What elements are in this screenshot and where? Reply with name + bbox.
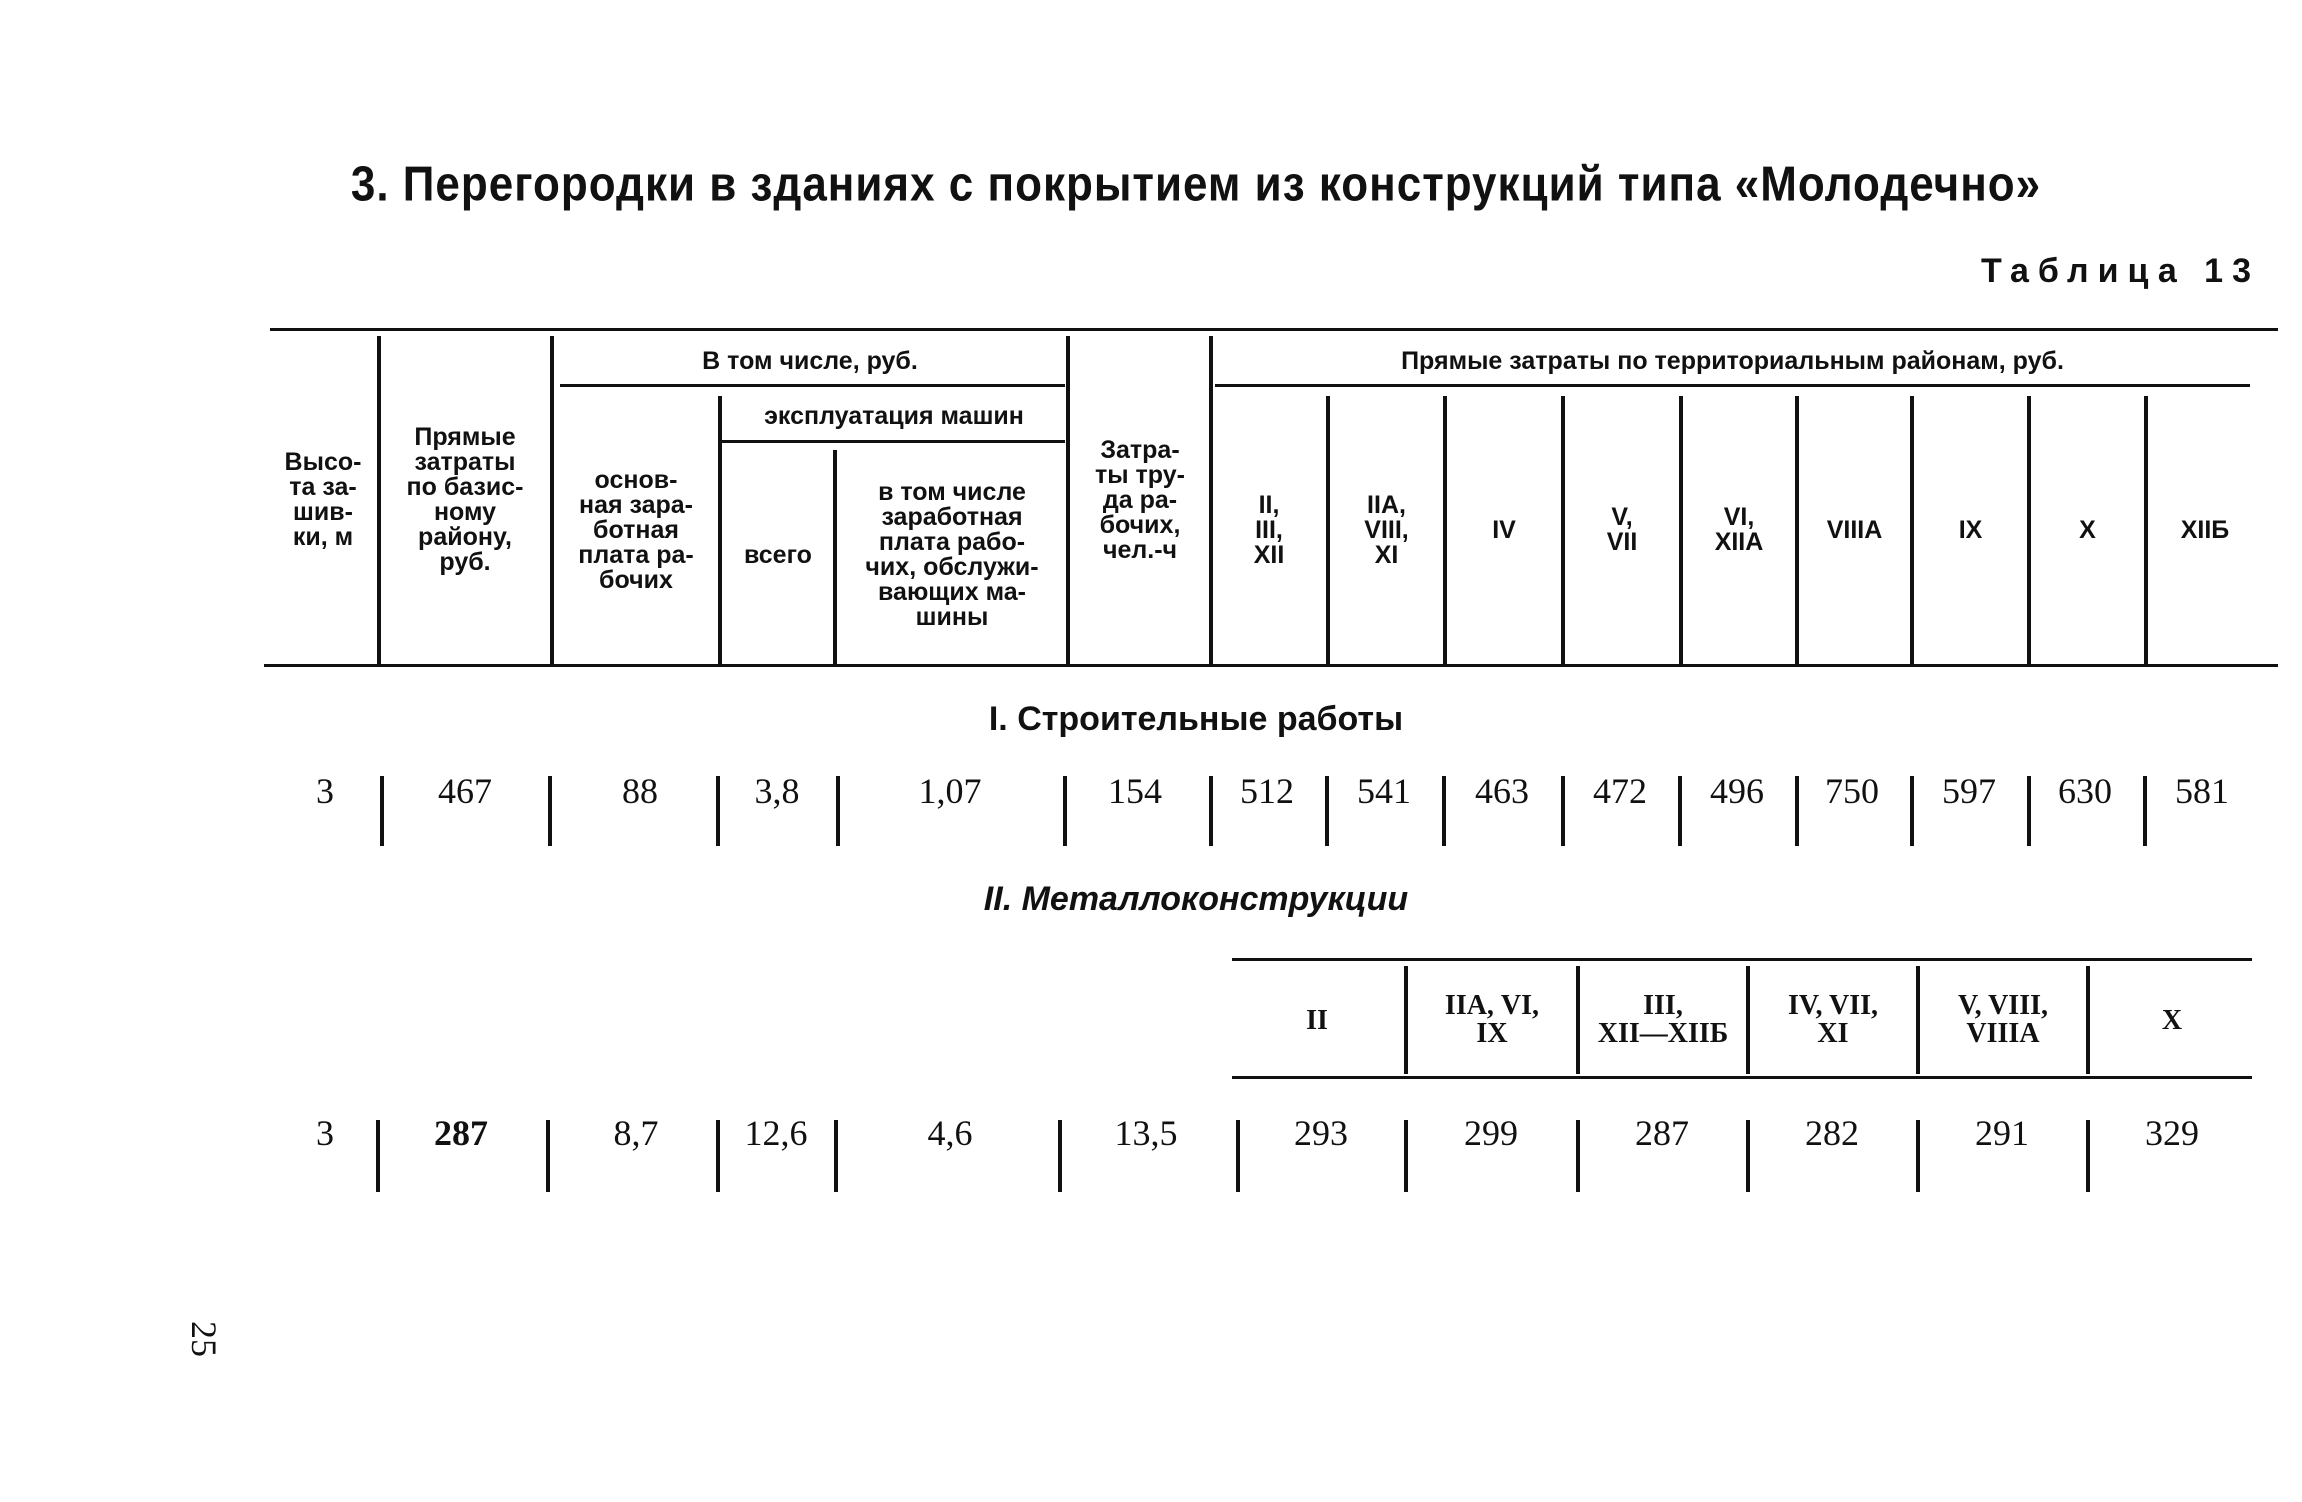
header-divider (377, 336, 381, 664)
header-divider (1795, 396, 1799, 664)
region-header: X (2161, 1004, 2183, 1036)
subheader-divider (2086, 966, 2090, 1074)
row-divider (1442, 776, 1446, 846)
cell: 630 (2058, 771, 2112, 811)
cell: 293 (1294, 1113, 1348, 1153)
header-top-rule (270, 328, 2278, 331)
cell: 467 (438, 771, 492, 811)
page-title: 3. Перегородки в зданиях с покрытием из конструкций типа «Молодечно» (350, 157, 2042, 212)
row-divider (836, 776, 840, 846)
region-header: IX (1958, 515, 1983, 544)
subheader-divider (1404, 966, 1408, 1074)
header-divider (1679, 396, 1683, 664)
cell: 3,8 (754, 771, 800, 811)
cell: 1,07 (918, 771, 982, 811)
header-divider (1326, 396, 1330, 664)
row-divider (1063, 776, 1067, 846)
cell: 496 (1710, 771, 1764, 811)
col-direct-costs-header: Прямые затраты по базис- ному району, руб. (406, 423, 524, 576)
row-divider (1325, 776, 1329, 846)
col-total-header: всего (744, 540, 812, 569)
subheader-divider (1916, 966, 1920, 1074)
cell: 472 (1593, 771, 1647, 811)
header-bottom-rule (264, 664, 2278, 667)
col-machine-wage-header: в том числе заработная плата рабо- чих, обслужи- вающих ма- шины (865, 478, 1039, 631)
col-machine-header: эксплуатация машин (764, 401, 1024, 430)
row-divider (1236, 1120, 1240, 1192)
row-divider (1058, 1120, 1062, 1192)
cell: 13,5 (1114, 1113, 1178, 1153)
cell: 154 (1108, 771, 1162, 811)
header-divider (833, 450, 837, 664)
cell: 329 (2145, 1113, 2199, 1153)
row-divider (2143, 776, 2147, 846)
cell: 3 (316, 771, 334, 811)
col-base-wage-header: основ- ная зара- ботная плата ра- бочих (578, 465, 694, 594)
cell: 287 (1635, 1113, 1689, 1153)
cell: 4,6 (927, 1113, 973, 1153)
cell: 541 (1357, 771, 1411, 811)
row-divider (834, 1120, 838, 1192)
cell: 88 (622, 771, 658, 811)
cell: 750 (1825, 771, 1879, 811)
row-divider (1576, 1120, 1580, 1192)
row-divider (1910, 776, 1914, 846)
cell: 12,6 (744, 1113, 808, 1153)
row-divider (1561, 776, 1565, 846)
region-header: IV, VII, XI (1787, 990, 1878, 1049)
region-header: II, III, XII (1253, 490, 1285, 569)
col-regional-header: Прямые затраты по территориальным районам, руб. (1401, 346, 2064, 375)
row-divider (548, 776, 552, 846)
row-divider (1678, 776, 1682, 846)
col-incl-header: В том числе, руб. (702, 346, 918, 375)
header-divider (2027, 396, 2031, 664)
region-header: V, VIII, VIIIА (1957, 990, 2048, 1049)
header-divider (1066, 336, 1070, 664)
region-header: III, XII—XIIБ (1597, 990, 1729, 1049)
region-header: II (1306, 1004, 1328, 1036)
subheader-bottom-rule (1232, 1076, 2252, 1079)
cell: 463 (1475, 771, 1529, 811)
region-header: VI, XIIА (1714, 503, 1764, 556)
cell: 3 (316, 1113, 334, 1153)
region-header: IIА, VIII, XI (1364, 490, 1409, 569)
row-divider (380, 776, 384, 846)
subheader-top-rule (1232, 958, 2252, 961)
cell: 299 (1464, 1113, 1518, 1153)
row-divider (1916, 1120, 1920, 1192)
region-header: IV (1492, 515, 1516, 544)
regional-rule (1215, 384, 2250, 387)
header-divider (550, 336, 554, 664)
section-title: II. Металлоконструкции (983, 880, 1409, 918)
header-divider (1561, 396, 1565, 664)
row-divider (2086, 1120, 2090, 1192)
row-divider (546, 1120, 550, 1192)
cell: 512 (1240, 771, 1294, 811)
incl-rule (560, 384, 1065, 387)
cell: 287 (434, 1113, 488, 1153)
subheader-divider (1746, 966, 1750, 1074)
table-label: Таблица 13 (1981, 252, 2260, 290)
header-divider (2144, 396, 2148, 664)
row-divider (376, 1120, 380, 1192)
header-divider (718, 396, 722, 664)
region-header: IIА, VI, IX (1444, 990, 1540, 1049)
col-labor-header: Затра- ты тру- да ра- бочих, чел.-ч (1095, 435, 1185, 564)
cell: 581 (2175, 771, 2229, 811)
row-divider (1404, 1120, 1408, 1192)
cell: 291 (1975, 1113, 2029, 1153)
page-number: 25 (184, 1321, 224, 1357)
subheader-divider (1576, 966, 1580, 1074)
cell: 8,7 (613, 1113, 659, 1153)
region-header: X (2079, 515, 2096, 544)
header-divider (1910, 396, 1914, 664)
row-divider (1746, 1120, 1750, 1192)
machine-rule (722, 440, 1065, 443)
region-header: XIIБ (2180, 515, 2230, 544)
row-divider (716, 776, 720, 846)
section-title: I. Строительные работы (988, 700, 1404, 738)
cell: 597 (1942, 771, 1996, 811)
header-divider (1443, 396, 1447, 664)
cell: 282 (1805, 1113, 1859, 1153)
region-header: V, VII (1606, 503, 1638, 556)
region-header: VIIIА (1826, 515, 1883, 544)
col-height-header: Высо- та за- шив- ки, м (284, 448, 362, 551)
